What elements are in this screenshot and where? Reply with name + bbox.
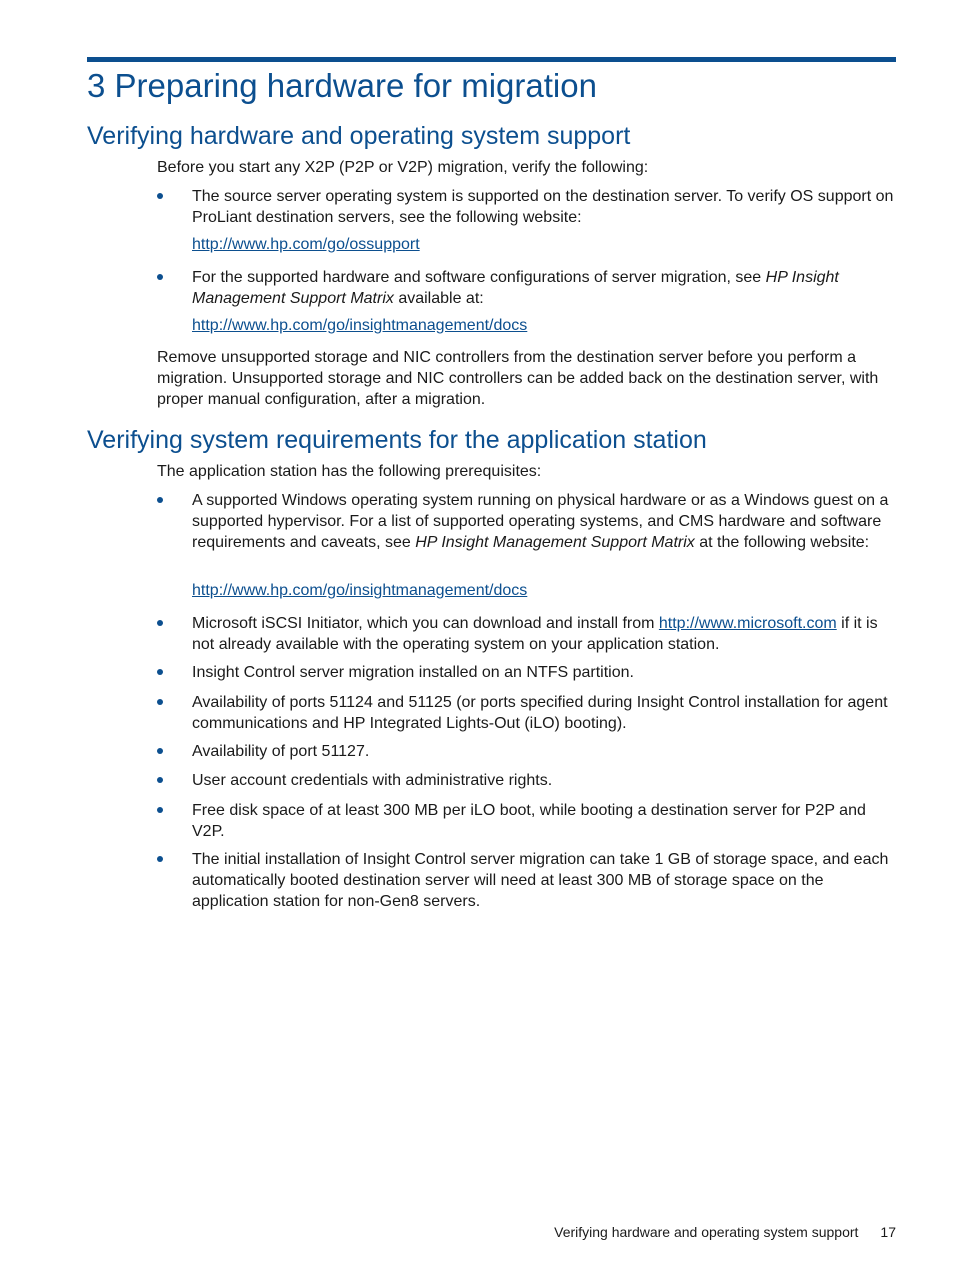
- bullet-icon: [157, 274, 163, 280]
- bullet-text: The source server operating system is supported on the destination server. To verify OS support on ProLiant destination servers, see the following website:: [192, 188, 894, 226]
- section1-closing: Remove unsupported storage and NIC controllers from the destination server before you perform a migration. Unsupported storage and NIC controllers can be added back on the destination server, with proper manual configuration, after a migration.: [157, 349, 879, 408]
- section1-intro: Before you start any X2P (P2P or V2P) migration, verify the following:: [157, 159, 649, 176]
- ossupport-link[interactable]: http://www.hp.com/go/ossupport: [192, 236, 420, 253]
- bullet-text: For the supported hardware and software configurations of server migration, see HP Insight Management Support Matrix available at:: [192, 269, 839, 307]
- chapter-title: 3 Preparing hardware for migration: [87, 67, 597, 104]
- microsoft-link[interactable]: http://www.microsoft.com: [658, 615, 837, 632]
- bullet-text: The initial installation of Insight Control server migration can take 1 GB of storage space, and each automatically booted destination server will need at least 300 MB of storage space on the application station for non-Gen8 servers.: [192, 851, 889, 910]
- page-number: 17: [880, 1224, 896, 1240]
- bullet-icon: [157, 193, 163, 199]
- section2-intro: The application station has the following prerequisites:: [157, 463, 542, 480]
- bullet-icon: [157, 620, 163, 626]
- page-footer: [554, 1222, 896, 1242]
- bullet-icon: [157, 807, 163, 813]
- bullet-text: A supported Windows operating system running on physical hardware or as a Windows guest on a supported hypervisor. For a list of supported operating systems, and CMS hardware and software requirements and caveats, see HP Insight Management Support Matrix at the following website:: [192, 492, 889, 551]
- bullet-text: Free disk space of at least 300 MB per iLO boot, while booting a destination server for P2P and V2P.: [192, 802, 866, 840]
- footer-running-title: Verifying hardware and operating system support: [554, 1224, 859, 1240]
- insightmanagement-docs-link[interactable]: http://www.hp.com/go/insightmanagement/docs: [192, 317, 528, 334]
- chapter-rule: [87, 57, 896, 62]
- bullet-text: Availability of ports 51124 and 51125 (or ports specified during Insight Control installation for agent communications and HP Integrated Lights-Out (iLO) booting).: [192, 694, 888, 732]
- bullet-text: User account credentials with administrative rights.: [192, 772, 553, 789]
- bullet-icon: [157, 699, 163, 705]
- section-title-application-station: Verifying system requirements for the application station: [87, 426, 707, 454]
- insightmanagement-docs-link-2[interactable]: http://www.hp.com/go/insightmanagement/docs: [192, 582, 528, 599]
- bullet-icon: [157, 748, 163, 754]
- bullet-text: Microsoft iSCSI Initiator, which you can download and install from http://www.microsoft.com if it is not already available with the operating system on your application station.: [192, 615, 878, 653]
- bullet-icon: [157, 669, 163, 675]
- bullet-icon: [157, 777, 163, 783]
- bullet-text: Insight Control server migration installed on an NTFS partition.: [192, 664, 634, 681]
- section-title-hardware-support: Verifying hardware and operating system support: [87, 122, 631, 150]
- bullet-icon: [157, 497, 163, 503]
- bullet-text: Availability of port 51127.: [192, 743, 370, 760]
- bullet-icon: [157, 856, 163, 862]
